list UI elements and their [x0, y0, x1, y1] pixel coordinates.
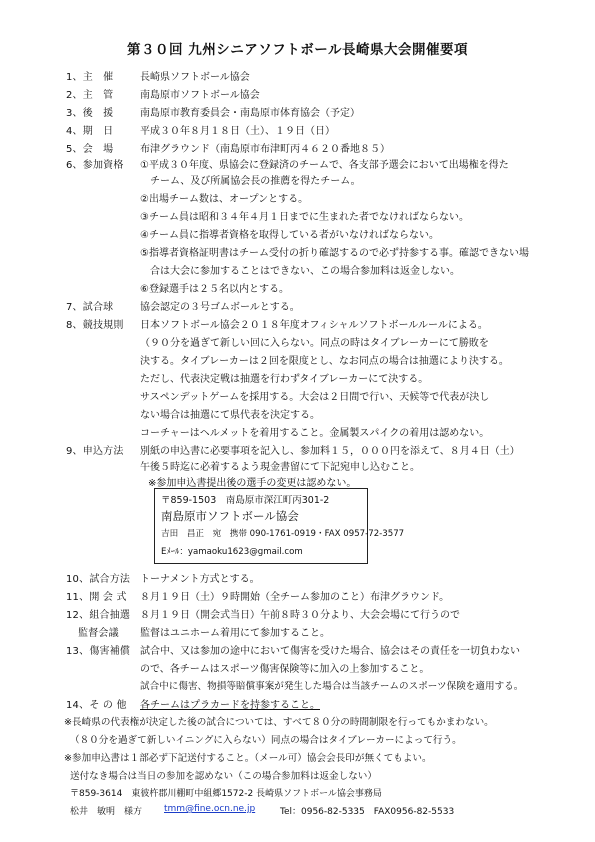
- label-game-ball: 7、試合球: [66, 302, 114, 313]
- value-organizer: 長崎県ソフトボール協会: [140, 72, 250, 83]
- value-opening: ８月１９日（土）９時開始（全チーム参加のこと）布津グラウンド。: [140, 592, 450, 603]
- eligibility-line: ⑤指導者資格証明書はチーム受付の折り確認するので必ず持参する事。確認できない場: [140, 248, 529, 259]
- rules-line: ない場合は抽選にて県代表を決定する。: [140, 410, 320, 421]
- address-box: [154, 488, 405, 564]
- value-game-format: トーナメント方式とする。: [140, 574, 260, 585]
- footer-contact-name: 松井 敏明 様方: [70, 807, 143, 817]
- value-venue: 布津グラウンド（南島原市布津町丙４６２０番地８５）: [140, 144, 390, 155]
- footer-tel: Tel：0956-82-5335 FAX0956-82-5533: [280, 807, 455, 817]
- eligibility-line: ⑥登録選手は２５名以内とする。: [140, 284, 289, 295]
- address-contact: 吉田 昌正 宛 携帯 090-1761-0919・FAX 0957-72-3577: [161, 529, 405, 539]
- label-rules: 8、競技規則: [66, 320, 124, 331]
- value-support: 南島原市教育委員会・南島原市体育協会（予定）: [140, 108, 360, 119]
- value-management: 南島原市ソフトボール協会: [140, 90, 260, 101]
- address-email: Eﾒｰﾙ：yamaoku1623@gmail.com: [161, 547, 303, 557]
- eligibility-line: ②出場チーム数は、オープンとする。: [140, 194, 309, 205]
- rules-line: 日本ソフトボール協会２０１８年度オフィシャルソフトボールルールによる。: [140, 320, 488, 331]
- label-organizer: 1、主 催: [66, 72, 114, 83]
- eligibility-line: ④チーム員に指導者資格を取得している者がいなければならない。: [140, 230, 439, 241]
- eligibility-line: ①平成３０年度、県協会に登録済のチームで、各支部予選会において出場権を得た: [140, 160, 509, 171]
- eligibility-line: ③チーム員は昭和３４年４月１日までに生まれた者でなければならない。: [140, 212, 469, 223]
- rules-line: サスペンデットゲームを採用する。大会は２日間で行い、天候等で代表が決し: [140, 392, 490, 403]
- label-draw: 12、組合抽選: [66, 610, 131, 621]
- eligibility-line: チーム、及び所属協会長の推薦を得たチーム。: [140, 176, 361, 187]
- note-line: 送付なき場合は当日の参加を認めない（この場合参加料は返金しない）: [70, 771, 377, 782]
- injury-line: ので、各チームはスポーツ傷害保険等に加入の上参加すること。: [140, 664, 430, 675]
- label-other: 14、そ の 他: [66, 700, 127, 711]
- footer-email-link[interactable]: tmm@fine.ocn.ne.jp: [164, 804, 256, 814]
- label-support: 3、後 援: [66, 108, 114, 119]
- label-eligibility: 6、参加資格: [66, 160, 124, 171]
- label-managers-meeting: 監督会議: [78, 628, 119, 639]
- label-date: 4、期 日: [66, 126, 114, 137]
- rules-line: ただし、代表決定戦は抽選を行わずタイブレーカーにて決する。: [140, 374, 429, 385]
- value-game-ball: 協会認定の３号ゴムボールとする。: [140, 302, 300, 313]
- value-draw: ８月１９日（開会式当日）午前８時３０分より、大会会場にて行うので: [140, 610, 460, 621]
- rules-line: コーチャーはヘルメットを着用すること。金属製スパイクの着用は認めない。: [140, 428, 490, 439]
- value-date: 平成３０年８月１８日（土）、１９日（日）: [140, 126, 335, 137]
- note-line: ※長崎県の代表権が決定した後の試合については、すべて８０分の時間制限を行ってもかまわない。: [64, 717, 494, 728]
- label-injury: 13、傷害補償: [66, 646, 131, 657]
- rules-line: （９０分を過ぎて新しい回に入らない。同点の時はタイブレーカーにて勝敗を: [140, 338, 489, 349]
- label-application: 9、申込方法: [66, 446, 124, 457]
- page-title: 第３０回 九州シニアソフトボール長崎県大会開催要項: [127, 42, 468, 58]
- label-management: 2、主 管: [66, 90, 114, 101]
- injury-line: 試合中、又は参加の途中において傷害を受けた場合、協会はその責任を一切負わない: [140, 646, 520, 657]
- injury-line: 試合中に傷害、物損等賠償事案が発生した場合は当該チームのスポーツ保険を適用する。: [140, 681, 524, 692]
- note-line: ※参加申込書は１部必ず下記送付すること。（メール可）協会会長印が無くてもよい。: [64, 753, 432, 764]
- rules-line: 決する。タイブレーカーは２回を限度とし、なお同点の場合は抽選により決する。: [140, 356, 509, 367]
- label-venue: 5、会 場: [66, 144, 114, 155]
- application-line: 別紙の申込書に必要事項を記入し、参加料１５，０００円を添えて、８月４日（土）: [140, 446, 520, 457]
- application-note: ※参加申込書提出後の選手の変更は認めない。: [148, 478, 357, 489]
- address-org: 南島原市ソフトボール協会: [161, 509, 299, 523]
- application-line: 午後５時迄に必着するよう現金書留にて下記宛申し込むこと。: [140, 462, 420, 473]
- label-opening: 11、開 会 式: [66, 592, 127, 603]
- label-game-format: 10、試合方法: [66, 574, 131, 585]
- footer-address: 〒859-3614 東彼杵郡川棚町中組郷1572-2 長崎県ソフトボール協会事務局: [70, 789, 382, 799]
- eligibility-line: 合は大会に参加することはできない、この場合参加料は返金しない。: [140, 266, 460, 277]
- note-line: （８０分を過ぎて新しいイニングに入らない）同点の場合はタイブレーカーによって行う。: [70, 735, 462, 746]
- value-managers-meeting: 監督はユニホーム着用にて参加すること。: [140, 628, 330, 639]
- address-line: 〒859-1503 南島原市深江町丙301-2: [161, 495, 330, 506]
- value-other: 各チームはプラカードを持参すること。: [140, 700, 320, 711]
